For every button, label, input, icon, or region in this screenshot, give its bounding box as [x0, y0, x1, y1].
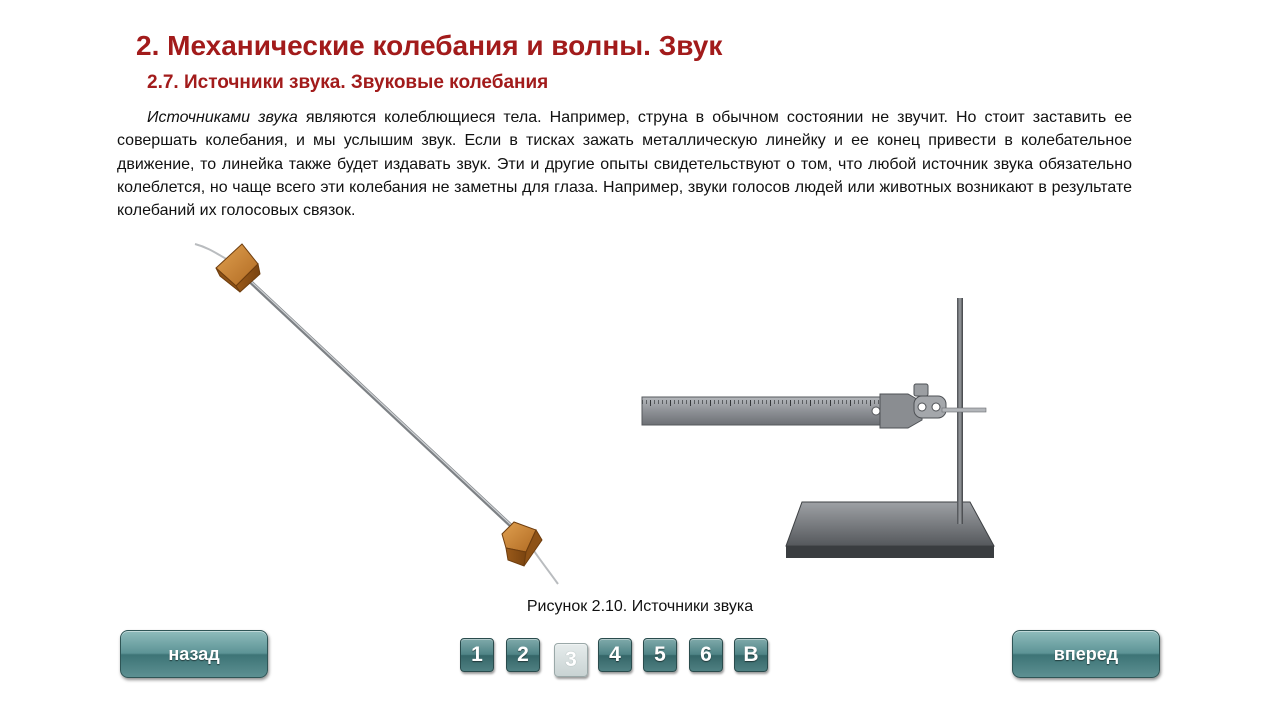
- page-button-4[interactable]: 4: [598, 638, 632, 672]
- string-wire-bottom-end: [532, 548, 558, 584]
- back-button[interactable]: назад: [120, 630, 268, 678]
- clamp: [880, 384, 986, 428]
- section-subtitle: 2.7. Источники звука. Звуковые колебания: [147, 72, 549, 93]
- page-button-6[interactable]: 6: [689, 638, 723, 672]
- page-button-3-current[interactable]: 3: [554, 643, 588, 677]
- forward-button[interactable]: вперед: [1012, 630, 1160, 678]
- paragraph-text: являются колеблющиеся тела. Например, струна в обычном состоянии не звучит. Но стоит заставить ее совершать колебания, и мы услышим звук. Если в тисках зажать металлическую линейку и ее конец привести в колебательное движение, то линейка также будет издавать звук. Эти и другие опыты свидетельствуют о том, что любой источник звука обязательно колеблется, но чаще всего эти колебания не заметны для глаза. Например, звуки голосов людей или животных возникают в результате колебаний их голосовых связок.: [117, 109, 1132, 220]
- body-paragraph: [117, 106, 1132, 222]
- metal-ruler: [642, 397, 904, 425]
- peg-bottom: [502, 522, 542, 566]
- page-pager: [460, 638, 780, 678]
- string-illustration: [180, 230, 580, 600]
- page-button-v[interactable]: В: [734, 638, 768, 672]
- term-sound-sources: Источниками звука: [147, 109, 298, 126]
- page-button-5[interactable]: 5: [643, 638, 677, 672]
- string-wire: [240, 272, 522, 536]
- ruler-stand-illustration: [630, 290, 1010, 570]
- page-button-2[interactable]: 2: [506, 638, 540, 672]
- page-button-1[interactable]: 1: [460, 638, 494, 672]
- figure-caption: Рисунок 2.10. Источники звука: [526, 598, 754, 615]
- page-title: 2. Механические колебания и волны. Звук: [136, 30, 723, 61]
